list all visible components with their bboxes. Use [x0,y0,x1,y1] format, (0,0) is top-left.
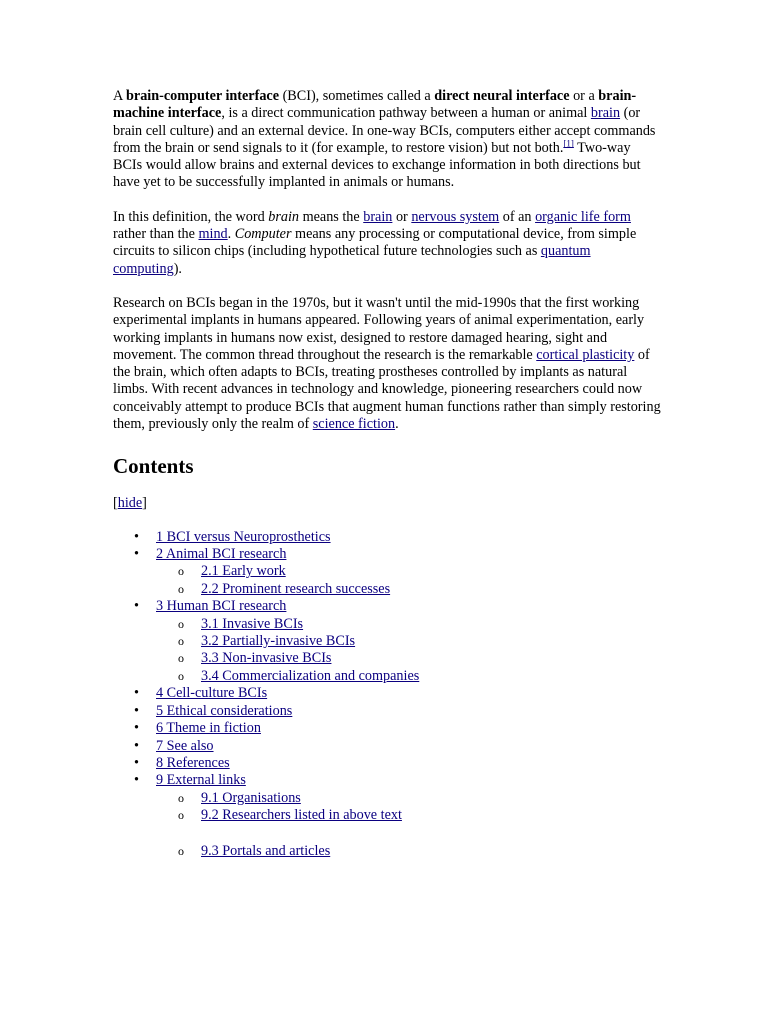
bullet-icon: • [134,702,139,719]
bold-term-bmi: brain-machine interface [113,88,637,122]
text: In this definition, the word [113,208,269,225]
text: Two-way BCIs would allow brains and external devices to exchange information in both directions but have yet to be successfully implanted in animals or humans. [113,139,641,191]
toc-link[interactable]: 4 Cell-culture BCIs [156,685,268,702]
toc-link[interactable]: 9 External links [156,772,246,789]
link-organic-life-form[interactable]: organic life form [535,208,631,225]
toc-item [113,755,661,772]
bullet-icon: • [134,754,139,771]
bullet-icon: • [134,772,139,789]
toc-sublist [156,790,661,860]
text: rather than the [113,226,199,243]
link-nervous-system[interactable]: nervous system [411,208,500,225]
link-mind[interactable]: mind [198,226,228,243]
toc-subitem [156,790,661,807]
circle-bullet-icon: o [178,616,184,631]
toc-sublink[interactable]: 3.1 Invasive BCIs [201,615,304,632]
circle-bullet-icon: o [178,790,184,805]
circle-bullet-icon: o [178,843,184,858]
bullet-icon: • [134,528,139,545]
toc-link[interactable]: 8 References [156,754,230,771]
toc-subitem [156,563,661,580]
toc-link[interactable]: 1 BCI versus Neuroprosthetics [156,528,331,545]
bold-term-bci: brain-computer interface [126,88,280,104]
bold-term-dni: direct neural interface [434,88,570,104]
text: of the brain, which often adapts to BCIs, treating prostheses controlled by implants as natural limbs. With recent advances in technology and knowledge, pioneering researchers could now conceivably attempt to produce BCIs that augment human functions rather than simply restoring them, previously only the realm of [113,346,661,433]
toc-item [113,685,661,702]
reference-link-1[interactable]: [1] [563,138,574,149]
toc-subitem [156,633,661,650]
circle-bullet-icon: o [178,808,184,823]
link-brain-2[interactable]: brain [363,208,393,225]
bullet-icon: • [134,720,139,737]
bullet-icon: • [134,685,139,702]
toc-sublink[interactable]: 9.1 Organisations [201,789,301,806]
text: A [113,88,127,104]
link-quantum-computing[interactable]: quantum computing [113,243,591,277]
toc-sublink[interactable]: 3.4 Commercialization and companies [201,667,420,684]
toc-sublink[interactable]: 9.3 Portals and articles [201,842,331,859]
table-of-contents [113,529,661,860]
toc-sublist [156,563,661,598]
toc-link[interactable]: 2 Animal BCI research [156,546,287,563]
definition-paragraph [113,209,661,278]
contents-heading: Contents [113,454,194,479]
circle-bullet-icon: o [178,564,184,579]
bracket-open: [ [113,495,118,512]
toc-subitem [156,807,661,824]
text: (BCI), sometimes called a [279,88,435,104]
toc-subitem [156,581,661,598]
text: . [395,416,399,433]
toc-subitem [156,668,661,685]
text: of an [499,208,536,225]
text: means the [299,208,364,225]
bullet-icon: • [134,737,139,754]
intro-paragraph [113,88,661,192]
circle-bullet-icon: o [178,668,184,683]
toc-item [113,772,661,860]
text: or [392,208,412,225]
toc-item [113,598,661,685]
toc-sublink[interactable]: 3.2 Partially-invasive BCIs [201,633,356,650]
bullet-icon: • [134,546,139,563]
italic-term-computer: Computer [234,226,292,243]
toc-item [113,738,661,755]
toc-link[interactable]: 3 Human BCI research [156,598,287,615]
text: means any processing or computational device, from simple circuits to silicon chips (including hypothetical future technologies such as [113,226,637,260]
circle-bullet-icon: o [178,634,184,649]
toc-item [113,703,661,720]
toc-link[interactable]: 6 Theme in fiction [156,720,261,737]
link-brain[interactable]: brain [590,105,621,122]
toc-sublink[interactable]: 9.2 Researchers listed in above text [201,807,402,824]
circle-bullet-icon: o [178,581,184,596]
toc-item [113,546,661,598]
link-science-fiction[interactable]: science fiction [312,416,396,433]
toc-subitem [156,650,661,667]
research-paragraph [113,295,661,433]
article-body [113,88,661,860]
toc-sublink[interactable]: 2.1 Early work [201,563,286,580]
toc-subitem [156,616,661,633]
toc-link[interactable]: 7 See also [156,737,214,754]
circle-bullet-icon: o [178,651,184,666]
toc-hide-link[interactable]: hide [117,495,143,512]
text: (or brain cell culture) and an external device. In one-way BCIs, computers either accept commands from the brain or send signals to it (for example, to restore vision) but not both. [113,105,656,156]
italic-term-brain: brain [268,208,300,225]
toc-sublink[interactable]: 3.3 Non-invasive BCIs [201,650,332,667]
toc-item [113,529,661,546]
text: ). [173,260,182,277]
link-cortical-plasticity[interactable]: cortical plasticity [536,346,635,363]
text: Research on BCIs began in the 1970s, but it wasn't until the mid-1990s that the first working experimental implants in humans appeared. Following years of animal experimentation, early working implants in humans now exist, designed to restore damaged hearing, sight and movement. The common thread throughout the research is the remarkable [113,294,645,363]
text: , is a direct communication pathway between a human or animal [221,105,591,122]
bullet-icon: • [134,598,139,615]
toc-sublist [156,616,661,686]
bracket-close: ] [142,495,147,512]
toc-link[interactable]: 5 Ethical considerations [156,702,293,719]
toc-item [113,720,661,737]
text: . [227,226,235,243]
toc-sublink[interactable]: 2.2 Prominent research successes [201,580,391,597]
toc-toggle [113,495,661,512]
text: or a [569,88,599,104]
toc-subitem [156,843,661,860]
